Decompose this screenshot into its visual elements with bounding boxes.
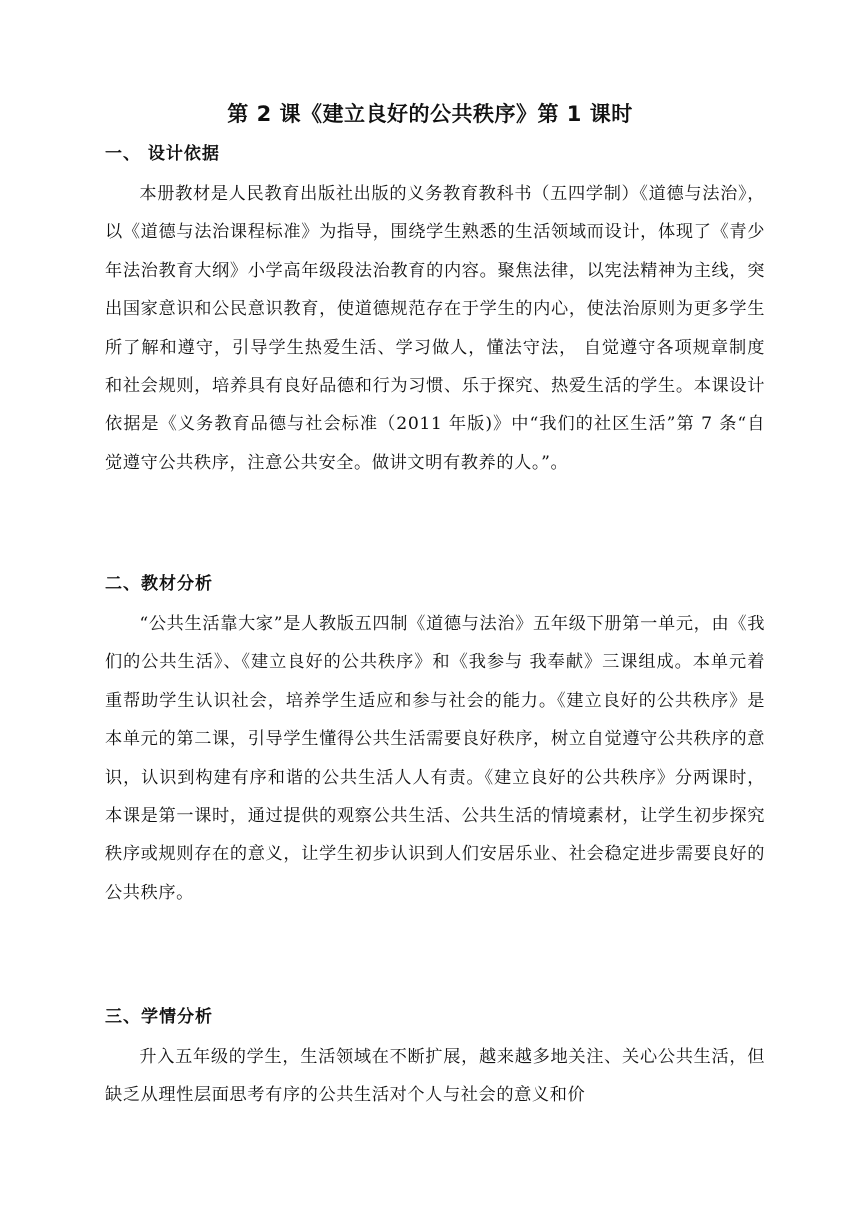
paragraph-student-analysis: 升入五年级的学生，生活领域在不断扩展，越来越多地关注、关心公共生活，但缺乏从理性层面思考有序的公共生活对个人与社会的意义和价: [105, 1047, 765, 1106]
document-title: 第 2 课《建立良好的公共秩序》第 1 课时: [227, 102, 633, 126]
paragraph-textbook-analysis: “公共生活靠大家”是人教版五四制《道德与法治》五年级下册第一单元，由《我们的公共生活》、《建立良好的公共秩序》和《我参与 我奉献》三课组成。本单元着重帮助学生认识社会，培养学生适应和参与社会的能力。《建立良好的公共秩序》是本单元的第二课，引导学生懂得公共生活需要良好秩序，树立自觉遵守公共秩序的意识，认识到构建有序和谐的公共生活人人有责。《建立良好的公共秩序》分两课时，本课是第一课时，通过提供的观察公共生活、公共生活的情境素材，让学生初步探究秩序或规则存在的意义，让学生初步认识到人们安居乐业、社会稳定进步需要良好的公共秩序。: [105, 614, 765, 903]
section-heading-design-basis: 一、 设计依据: [105, 144, 220, 164]
section-heading-student-analysis: 三、学情分析: [105, 1007, 213, 1027]
section-heading-textbook-analysis: 二、教材分析: [105, 574, 213, 594]
paragraph-design-basis: 本册教材是人民教育出版社出版的义务教育教科书（五四学制）《道德与法治》，以《道德与法治课程标准》为指导，围绕学生熟悉的生活领域而设计，体现了《青少年法治教育大纲》小学高年级段法治教育的内容。聚焦法律，以宪法精神为主线，突出国家意识和公民意识教育，使道德规范存在于学生的内心，使法治原则为更多学生所了解和遵守，引导学生热爱生活、学习做人，懂法守法， 自觉遵守各项规章制度和社会规则，培养具有良好品德和行为习惯、乐于探究、热爱生活的学生。本课设计依据是《义务教育品德与社会标准（2011 年版)》中“我们的社区生活”第 7 条“自觉遵守公共秩序，注意公共安全。做讲文明有教养的人。”。: [105, 184, 765, 473]
